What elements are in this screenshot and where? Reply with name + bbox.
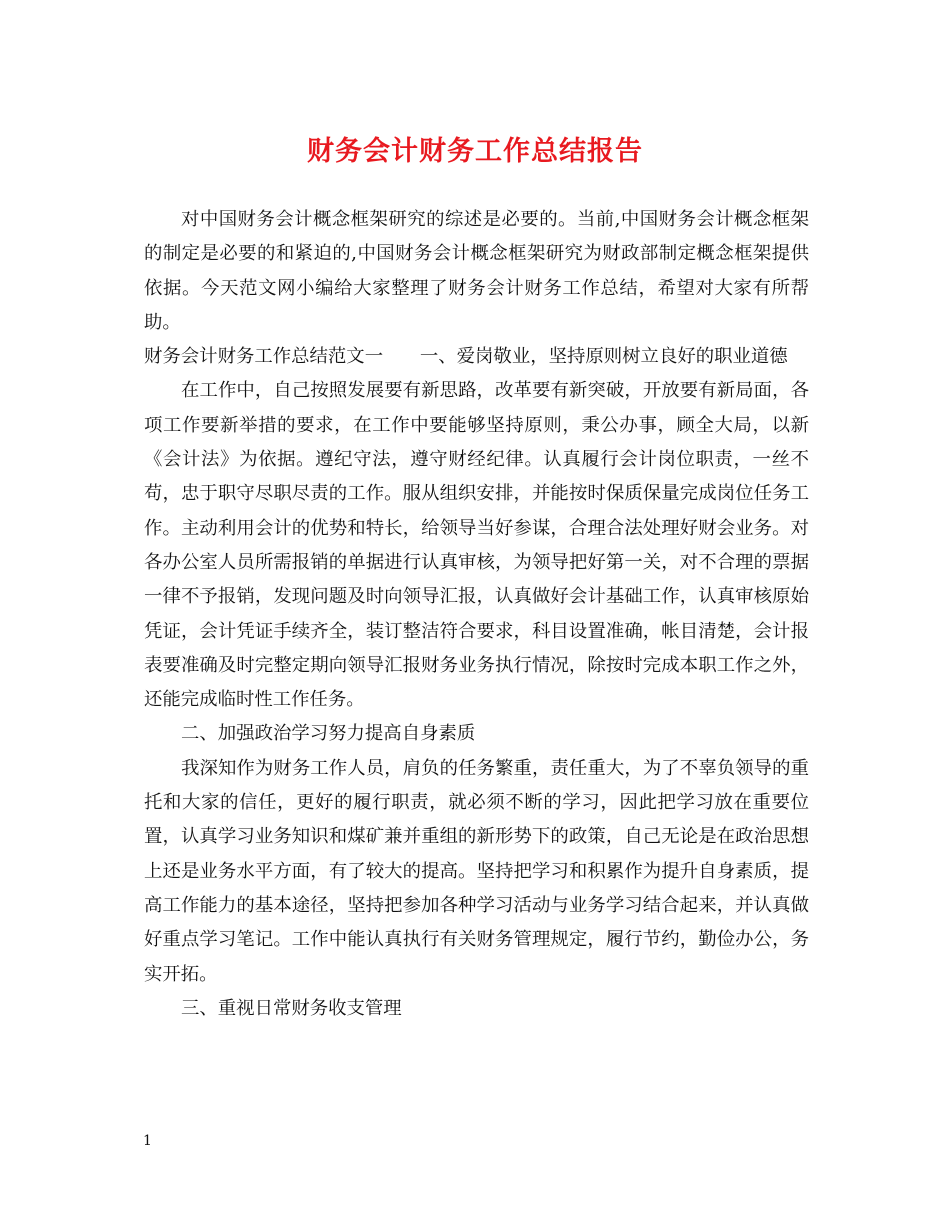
section-heading-3: 三、重视日常财务收支管理 [181, 997, 402, 1019]
intro-paragraph: 对中国财务会计概念框架研究的综述是必要的。当前,中国财务会计概念框架的制定是必要的和紧迫的,中国财务会计概念框架研究为财政部制定概念框架提供依据。今天范文网小编给大家整理了财务会计财务工作总结，希望对大家有所帮助。 [144, 209, 809, 333]
section-heading-1: 财务会计财务工作总结范文一 一、爱岗敬业，坚持原则树立良好的职业道德 [144, 346, 788, 368]
body-paragraph: 我深知作为财务工作人员，肩负的任务繁重，责任重大，为了不辜负领导的重托和大家的信任，更好的履行职责，就必须不断的学习，因此把学习放在重要位置，认真学习业务知识和煤矿兼并重组的新形势下的政策，自己无论是在政治思想上还是业务水平方面，有了较大的提高。坚持把学习和积累作为提升自身素质，提高工作能力的基本途径，坚持把参加各种学习活动与业务学习结合起来，并认真做好重点学习笔记。工作中能认真执行有关财务管理规定，履行节约，勤俭办公，务实开拓。 [144, 757, 809, 985]
document-title: 财务会计财务工作总结报告 [307, 136, 643, 167]
body-paragraph: 在工作中，自己按照发展要有新思路，改革要有新突破，开放要有新局面，各项工作要新举措的要求，在工作中要能够坚持原则，秉公办事，顾全大局，以新《会计法》为依据。遵纪守法，遵守财经纪律。认真履行会计岗位职责，一丝不苟，忠于职守尽职尽责的工作。服从组织安排，并能按时保质保量完成岗位任务工作。主动利用会计的优势和特长，给领导当好参谋，合理合法处理好财会业务。对各办公室人员所需报销的单据进行认真审核，为领导把好第一关，对不合理的票据一律不予报销，发现问题及时向领导汇报，认真做好会计基础工作，认真审核原始凭证，会计凭证手续齐全，装订整洁符合要求，科目设置准确，帐目清楚，会计报表要准确及时完整定期向领导汇报财务业务执行情况，除按时完成本职工作之外，还能完成临时性工作任务。 [144, 380, 809, 711]
document-body [144, 203, 809, 1026]
page-number: 1 [143, 1133, 152, 1149]
section-heading-2: 二、加强政治学习努力提高自身素质 [181, 723, 476, 745]
